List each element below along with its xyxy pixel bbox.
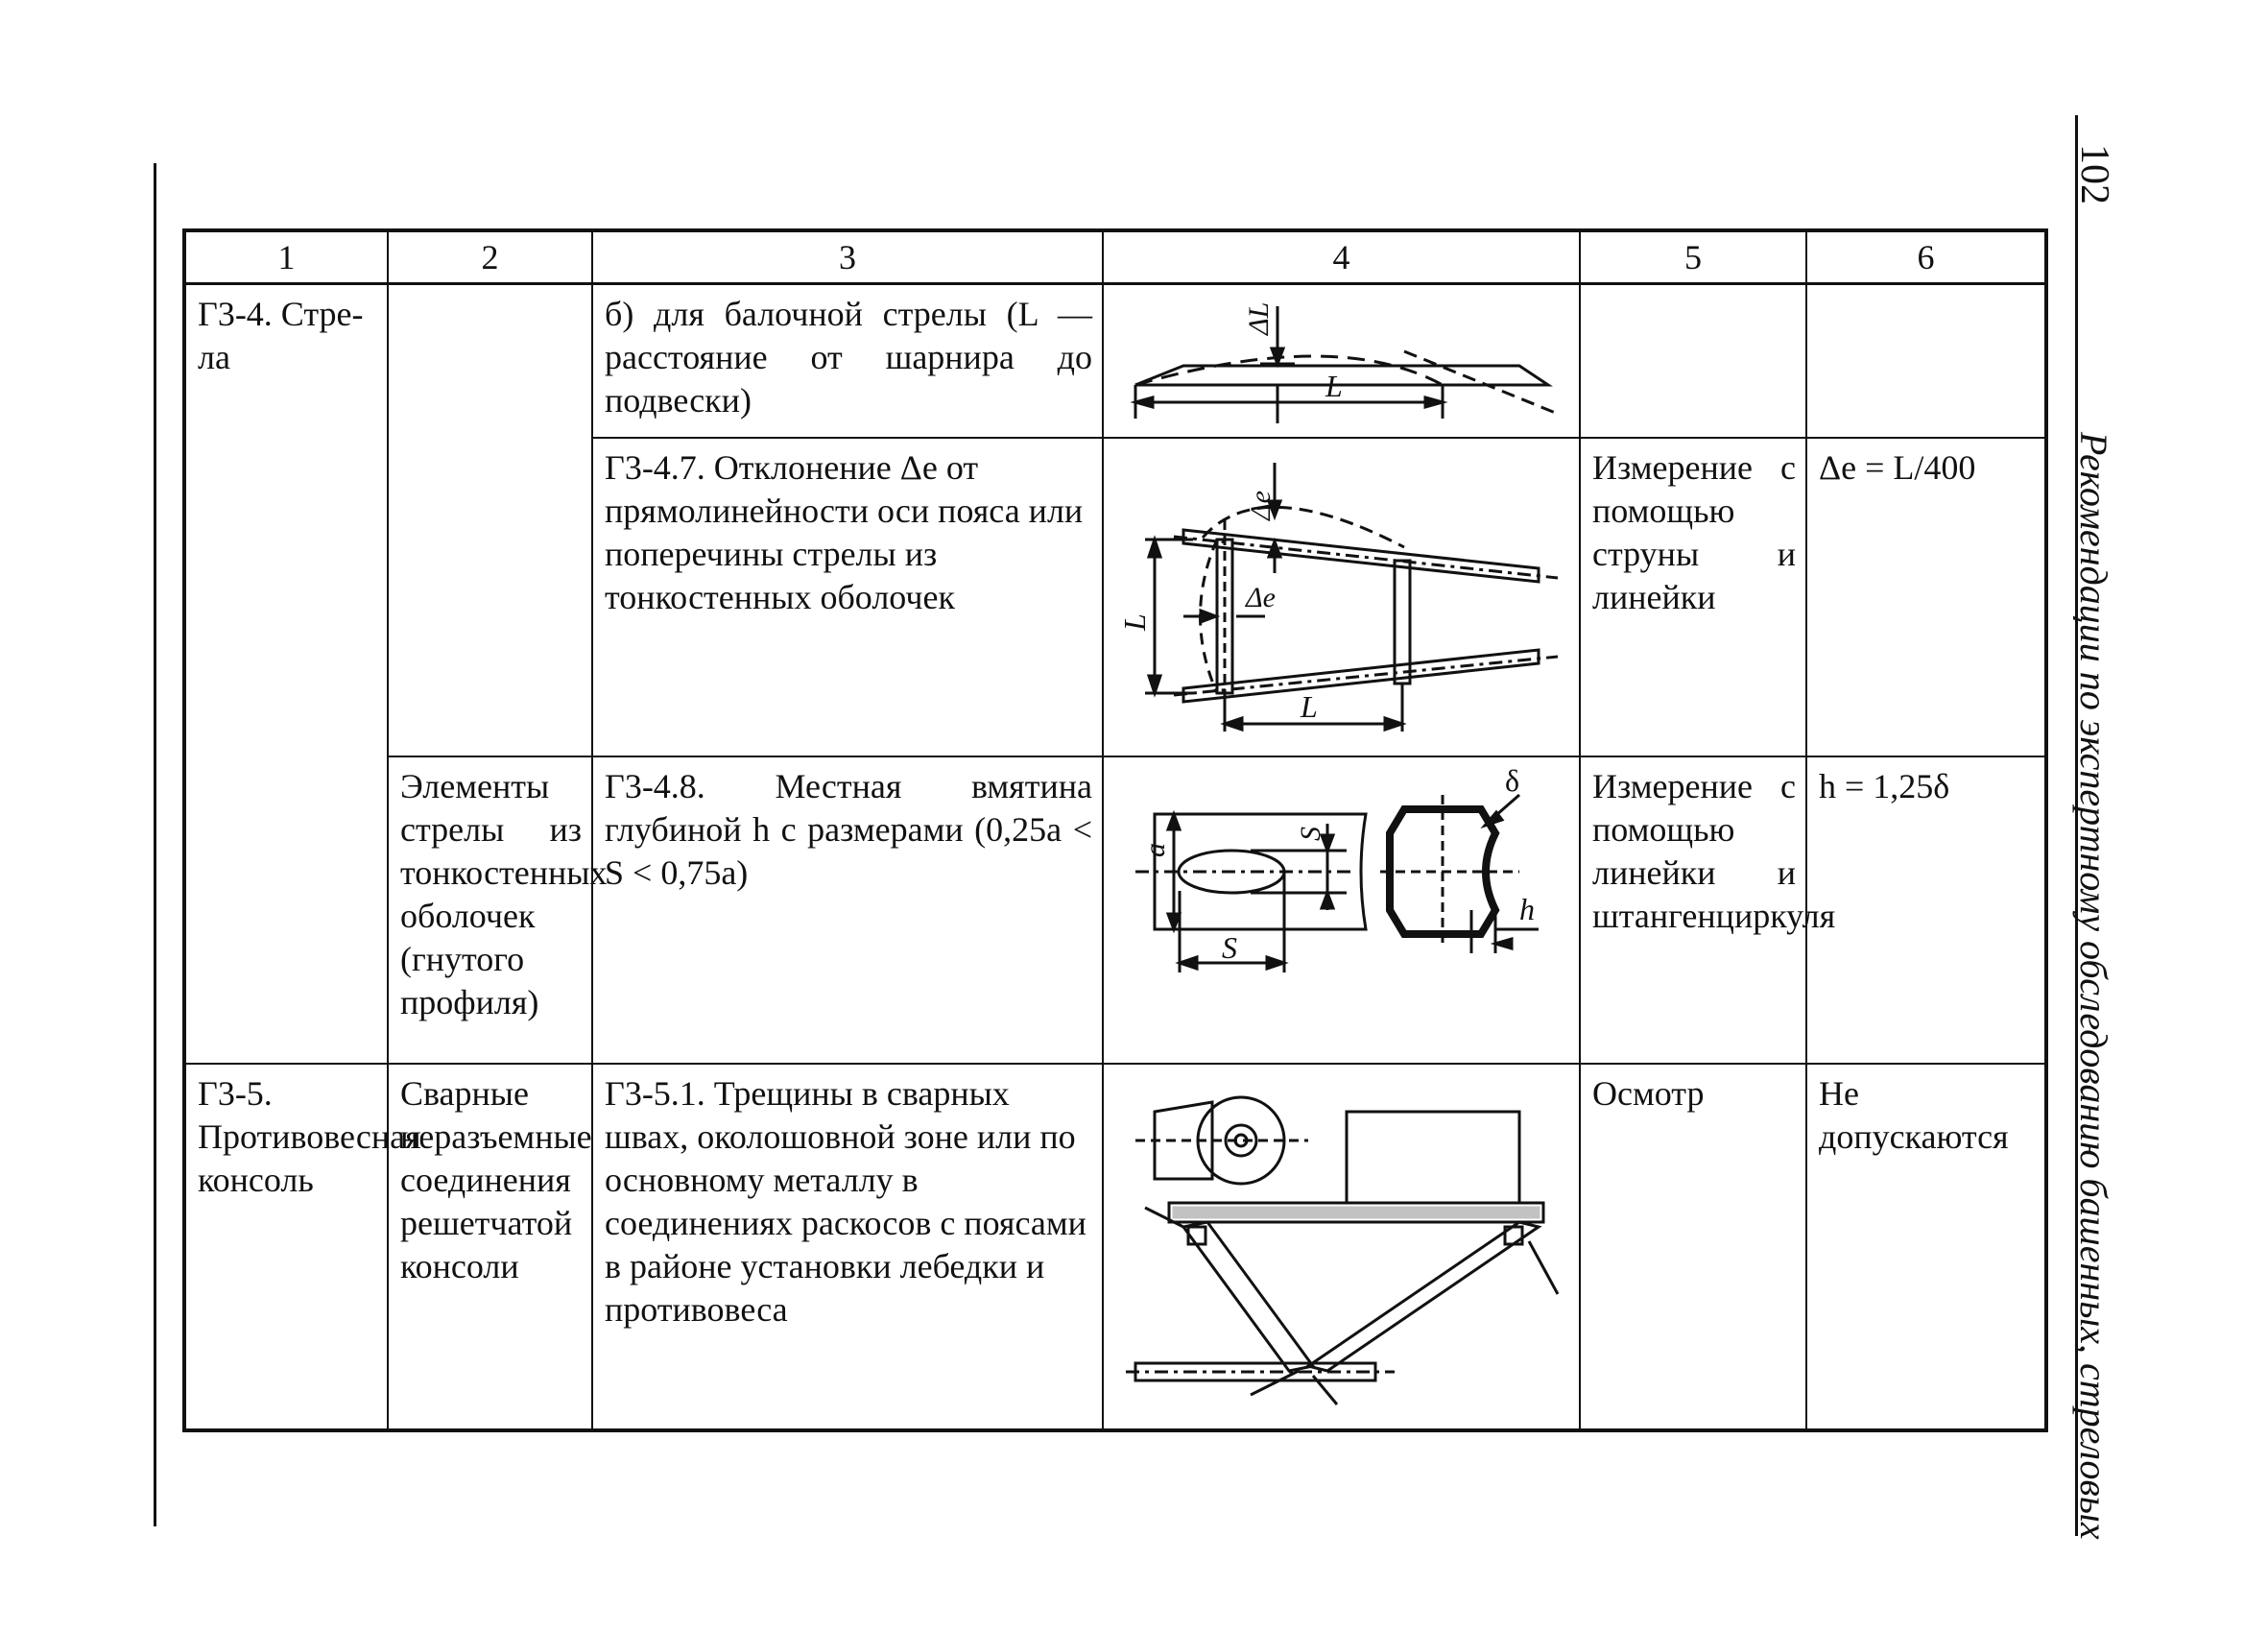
fig2-label-L-left: L: [1116, 612, 1152, 631]
element-text: Сварные неразъемные соединения решетчатой консоли: [388, 1064, 592, 1430]
header-col-3: 3: [592, 230, 1103, 284]
counterweight-console-diagram: [1116, 1073, 1567, 1419]
object-counterweight: Г3-5. Противовесная консоль: [184, 1064, 388, 1430]
beam-boom-diagram: [1116, 289, 1567, 433]
header-col-4: 4: [1103, 230, 1580, 284]
figure-beam-boom: [1103, 284, 1580, 438]
defect-text: Г3-4.8. Местная вмятина глубиной h с размерами (0,25a < S < 0,75a): [592, 756, 1103, 1064]
running-header: [2064, 115, 2140, 1540]
running-title: Рекомендации по экспертному обследованию башенных, стреловых: [2072, 432, 2115, 1540]
header-col-2: 2: [388, 230, 592, 284]
fig2-label-L-bottom: L: [1300, 688, 1318, 724]
fig1-label-dL: ΔL: [1242, 301, 1275, 335]
element-text: Элементы стрелы из тонкостенных оболочек (гнутого профиля): [388, 756, 592, 1064]
method-text: Осмотр: [1580, 1064, 1806, 1430]
fig2-label-de-top: Δe: [1244, 490, 1277, 520]
table-row: [184, 284, 2046, 438]
element-cell-empty: [388, 284, 592, 756]
fig2-label-de-side: Δe: [1245, 581, 1276, 613]
inspection-table: [182, 228, 2048, 1432]
norm-empty: [1806, 284, 2046, 438]
method-text: Измерение с помощью струны и линейки: [1580, 438, 1806, 756]
fig3-label-delta: δ: [1504, 762, 1519, 798]
method-text: Измерение с помощью линейки и штангенциркуля: [1580, 756, 1806, 1064]
norm-text: h = 1,25δ: [1806, 756, 2046, 1064]
method-empty: [1580, 284, 1806, 438]
fig3-label-S-horizontal: S: [1221, 929, 1237, 965]
header-col-1: 1: [184, 230, 388, 284]
header-col-6: 6: [1806, 230, 2046, 284]
figure-chord-deviation: [1103, 438, 1580, 756]
fig3-label-h: h: [1518, 891, 1535, 926]
fig3-label-S-vertical: S: [1294, 826, 1326, 841]
fig3-label-a: a: [1138, 842, 1171, 857]
fig1-label-L: L: [1325, 368, 1343, 403]
local-dent-diagram: [1116, 762, 1567, 1054]
figure-local-dent: [1103, 756, 1580, 1064]
left-margin-rule: [154, 163, 156, 1526]
table-row: [184, 1064, 2046, 1430]
object-strela: Г3-4. Стре-ла: [184, 284, 388, 1064]
defect-text: Г3-4.7. Отклонение Δe от прямолинейности оси пояса или поперечины стрелы из тонкостенных оболочек: [592, 438, 1103, 756]
table-header-row: [184, 230, 2046, 284]
norm-text: Δe = L/400: [1806, 438, 2046, 756]
figure-counterweight: [1103, 1064, 1580, 1430]
table-row: [184, 756, 2046, 1064]
header-col-5: 5: [1580, 230, 1806, 284]
defect-text: Г3-5.1. Трещины в сварных швах, околошовной зоне или по основному металлу в соединениях раскосов с поясами в районе установки лебедки и противовеса: [592, 1064, 1103, 1430]
page-number: 102: [2072, 144, 2116, 204]
defect-text: б) для балочной стрелы (L — расстояние от шарнира до подвески): [592, 284, 1103, 438]
chord-deviation-diagram: [1116, 453, 1567, 741]
norm-text: Не допускаются: [1806, 1064, 2046, 1430]
